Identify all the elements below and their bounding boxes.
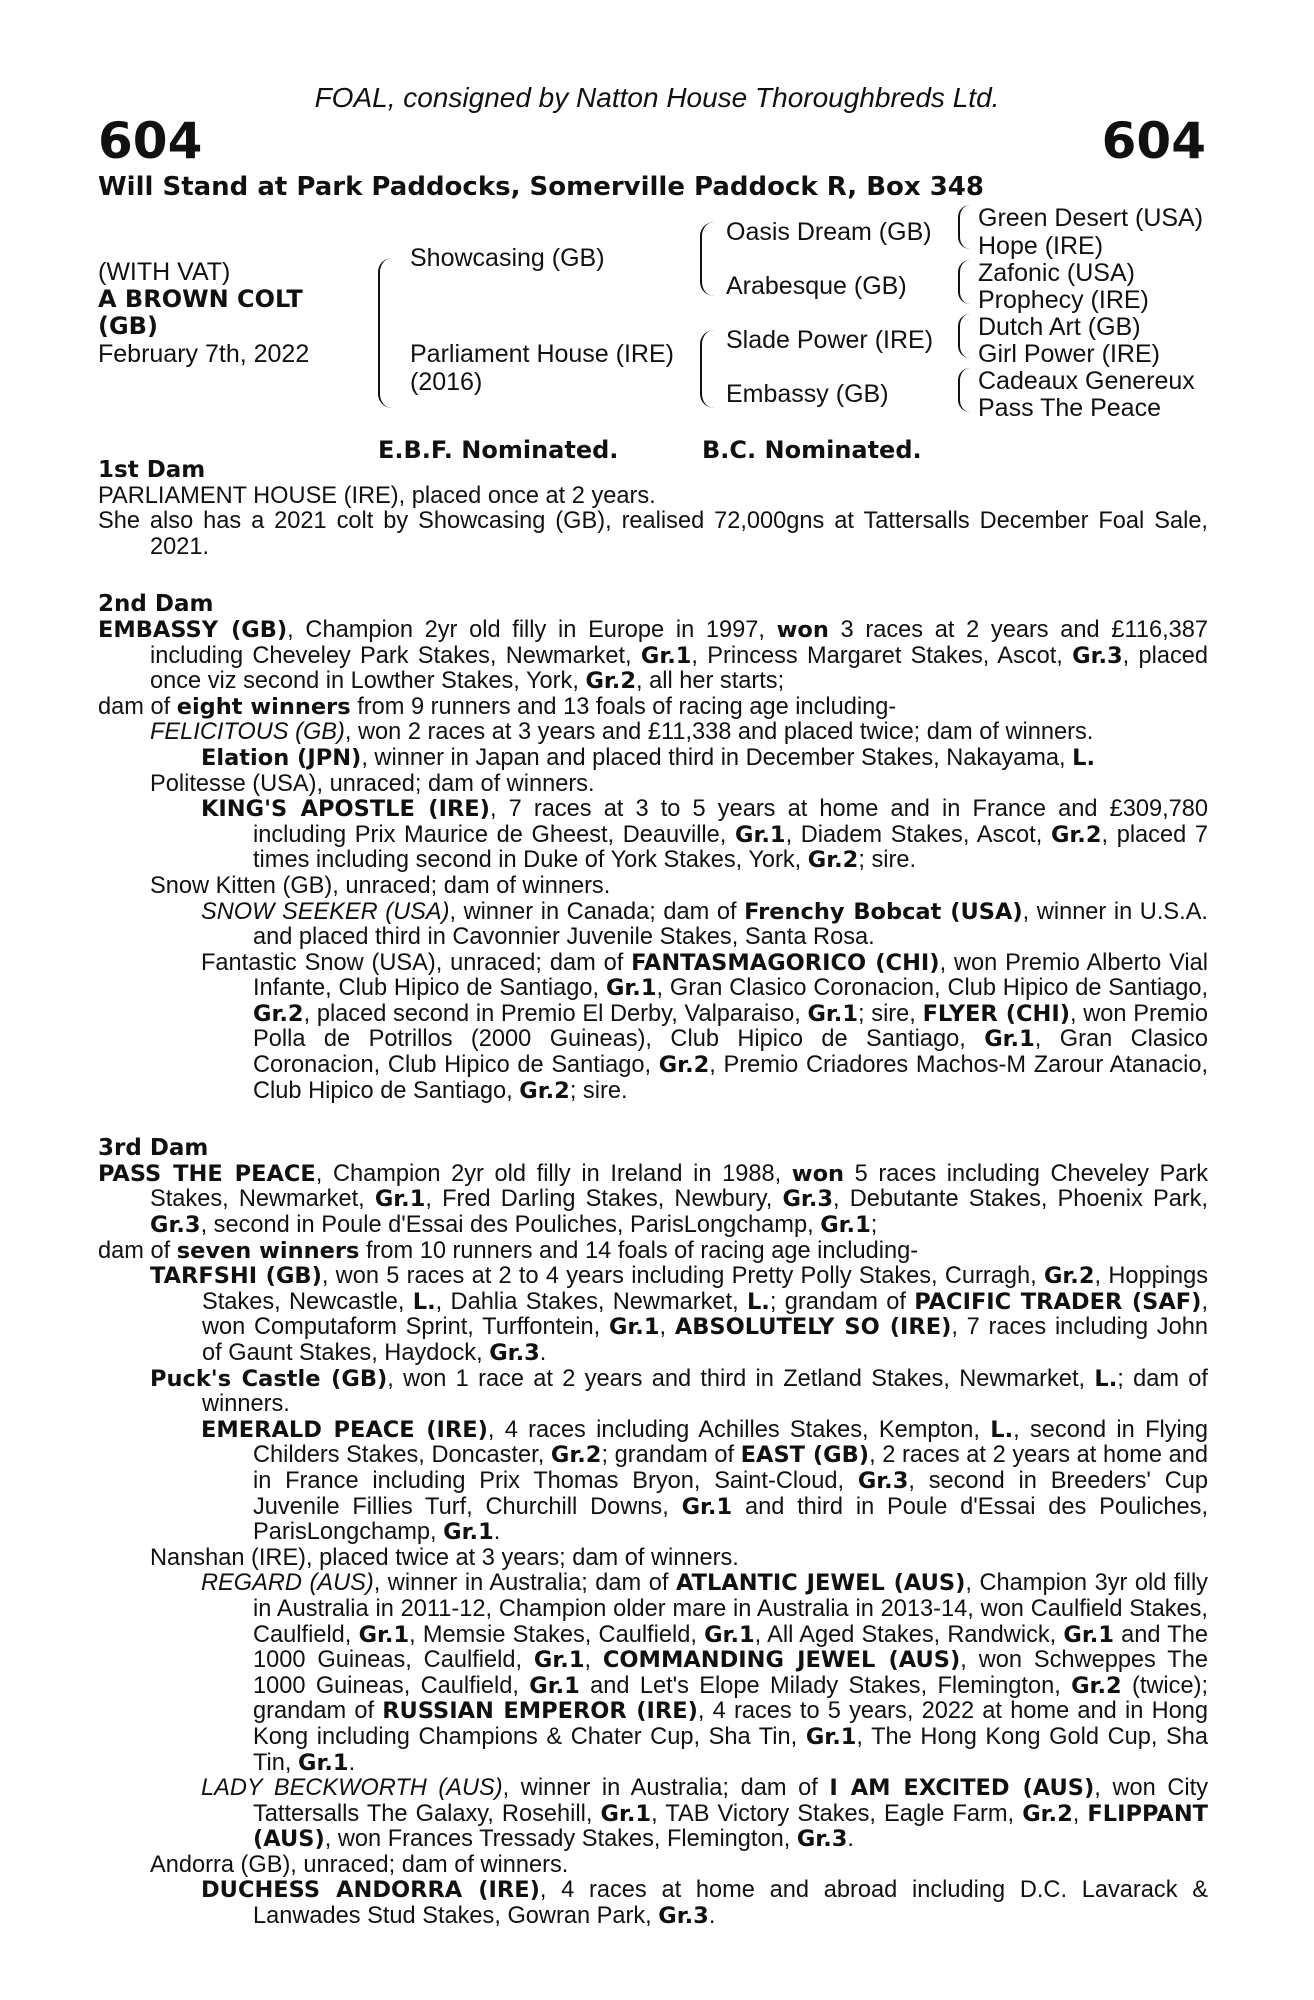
sire-sire: Oasis Dream (GB) xyxy=(726,218,932,246)
produce-fantastic-snow: Fantastic Snow (USA), unraced; dam of FANTASMAGORICO (CHI), won Premio Alberto Vial Infante, Club Hipico de Santiago, Gr.1, Gran Clasico Coronacion, Club Hipico de Santiago, Gr.2, placed second in Premio El Derby, Valparaiso, Gr.1; sire, FLYER (CHI), won Premio Polla de Potrillos (2000 Guineas), Club Hipico de Santiago, Gr.1, Gran Clasico Coronacion, Club Hipico de Santiago, Gr.2, Premio Criadores Machos-M Zarour Atanacio, Club Hipico de Santiago, Gr.2; sire. xyxy=(201,949,1209,1104)
produce-duchess-andorra: DUCHESS ANDORRA (IRE), 4 races at home and abroad including D.C. Lavarack & Lanwades Stud Stakes, Gowran Park, Gr.3. xyxy=(201,1877,1208,1930)
lot-number-left: 604 xyxy=(98,112,203,170)
first-dam-text: PARLIAMENT HOUSE (IRE), placed once at 2 years. xyxy=(98,482,656,509)
produce-kings-apostle: KING'S APOSTLE (IRE), 7 races at 3 to 5 years at home and in France and £309,780 including Prix Maurice de Gheest, Deauville, Gr.1, Diadem Stakes, Ascot, Gr.2, placed 7 times including second in Duke of York Stakes, York, Gr.2; sire. xyxy=(201,796,1208,874)
bc-nomination: B.C. Nominated. xyxy=(702,436,922,464)
second-dam-text: EMBASSY (GB), Champion 2yr old filly in Europe in 1997, won 3 races at 2 years and £116,387 including Cheveley Park Stakes, Newmarket, Gr.1, Princess Margaret Stakes, Ascot, Gr.3, placed once viz second in Lowther Stakes, York, Gr.2, all her starts; xyxy=(98,616,1209,695)
g-brace-3 xyxy=(958,314,970,358)
dam-dam: Embassy (GB) xyxy=(726,380,889,408)
third-dam-text: PASS THE PEACE, Champion 2yr old filly in Ireland in 1988, won 5 races including Cheveley Park Stakes, Newmarket, Gr.1, Fred Darling Stakes, Newbury, Gr.3, Debutante Stakes, Phoenix Park, Gr.3, second in Poule d'Essai des Pouliches, ParisLongchamp, Gr.1; xyxy=(98,1160,1209,1239)
ancestor-7: Cadeaux Genereux xyxy=(978,367,1195,395)
lot-number-right: 604 xyxy=(1101,112,1206,170)
ebf-nomination: E.B.F. Nominated. xyxy=(378,436,619,464)
consignor-line: FOAL, consigned by Natton House Thoroughbreds Ltd. xyxy=(314,82,1000,113)
second-dam-summary: dam of eight winners from 9 runners and 13 foals of racing age including- xyxy=(98,693,897,720)
sire-name: Showcasing (GB) xyxy=(410,244,605,272)
vat-note: (WITH VAT) xyxy=(98,258,231,286)
produce-emerald-peace: EMERALD PEACE (IRE), 4 races including Achilles Stakes, Kempton, L., second in Flying Childers Stakes, Doncaster, Gr.2; grandam of EAST (GB), 2 races at 2 years at home and in France including Prix Thomas Bryon, Saint-Cloud, Gr.3, second in Breeders' Cup Juvenile Fillies Turf, Churchill Downs, Gr.1 and third in Poule d'Essai des Pouliches, ParisLongchamp, Gr.1. xyxy=(201,1416,1208,1546)
produce-felicitous: FELICITOUS (GB), won 2 races at 3 years and £11,338 and placed twice; dam of winners. xyxy=(150,719,1094,746)
produce-record xyxy=(98,458,1208,1930)
third-dam-heading: 3rd Dam xyxy=(98,1135,209,1162)
first-dam-produce: She also has a 2021 colt by Showcasing (GB), realised 72,000gns at Tattersalls December Foal Sale, 2021. xyxy=(98,508,1208,560)
ancestor-6: Girl Power (IRE) xyxy=(978,340,1160,368)
g-brace-2 xyxy=(958,260,970,304)
ancestor-4: Prophecy (IRE) xyxy=(978,286,1149,314)
sire-dam: Arabesque (GB) xyxy=(726,272,907,300)
first-dam-heading: 1st Dam xyxy=(98,457,206,483)
dam-sire: Slade Power (IRE) xyxy=(726,326,934,354)
g-brace-4 xyxy=(958,368,970,412)
ancestor-8: Pass The Peace xyxy=(978,394,1161,422)
produce-regard: REGARD (AUS), winner in Australia; dam of ATLANTIC JEWEL (AUS), Champion 3yr old filly in Australia in 2011-12, Champion older mare in Australia in 2013-14, won Caulfield Stakes, Caulfield, Gr.1, Memsie Stakes, Caulfield, Gr.1, All Aged Stakes, Randwick, Gr.1 and The 1000 Guineas, Caulfield, Gr.1, COMMANDING JEWEL (AUS), won Schweppes The 1000 Guineas, Caulfield, Gr.1 and Let's Elope Milady Stakes, Flemington, Gr.2 (twice); grandam of RUSSIAN EMPEROR (IRE), 4 races to 5 years, 2022 at home and in Hong Kong including Champions & Chater Cup, Sha Tin, Gr.1, The Hong Kong Gold Cup, Sha Tin, Gr.1. xyxy=(201,1570,1209,1776)
produce-lady-beckworth: LADY BECKWORTH (AUS), winner in Australia; dam of I AM EXCITED (AUS), won City Tattersalls The Galaxy, Rosehill, Gr.1, TAB Victory Stakes, Eagle Farm, Gr.2, FLIPPANT (AUS), won Frances Tressady Stakes, Flemington, Gr.3. xyxy=(201,1775,1208,1853)
dam-year: (2016) xyxy=(410,368,483,396)
ancestor-1: Green Desert (USA) xyxy=(978,204,1204,232)
second-dam-heading: 2nd Dam xyxy=(98,591,214,618)
g-brace-1 xyxy=(958,205,970,249)
horse-origin: (GB) xyxy=(98,312,158,340)
third-dam-summary: dam of seven winners from 10 runners and 14 foals of racing age including- xyxy=(98,1237,919,1264)
stabling-location: Will Stand at Park Paddocks, Somerville Paddock R, Box 348 xyxy=(98,172,984,202)
sire-brace xyxy=(700,222,714,296)
produce-politesse: Politesse (USA), unraced; dam of winners. xyxy=(150,770,595,797)
produce-snow-kitten: Snow Kitten (GB), unraced; dam of winners. xyxy=(150,872,611,899)
produce-nanshan: Nanshan (IRE), placed twice at 3 years; dam of winners. xyxy=(150,1544,739,1571)
produce-tarfshi: TARFSHI (GB), won 5 races at 2 to 4 years including Pretty Polly Stakes, Curragh, Gr.2, Hoppings Stakes, Newcastle, L., Dahlia Stakes, Newmarket, L.; grandam of PACIFIC TRADER (SAF), won Computaform Sprint, Turffontein, Gr.1, ABSOLUTELY SO (IRE), 7 races including John of Gaunt Stakes, Haydock, Gr.3. xyxy=(150,1263,1209,1366)
produce-andorra: Andorra (GB), unraced; dam of winners. xyxy=(150,1851,569,1878)
dam-name: Parliament House (IRE) xyxy=(410,340,674,368)
horse-description: A BROWN COLT xyxy=(98,285,303,313)
ancestor-5: Dutch Art (GB) xyxy=(978,313,1141,341)
ancestor-3: Zafonic (USA) xyxy=(978,259,1135,287)
produce-elation: Elation (JPN), winner in Japan and placed third in December Stakes, Nakayama, L. xyxy=(201,744,1096,771)
pedigree-brace-main xyxy=(378,258,394,408)
dam-brace xyxy=(700,330,714,408)
produce-snow-seeker: SNOW SEEKER (USA), winner in Canada; dam of Frenchy Bobcat (USA), winner in U.S.A. and placed third in Cavonnier Juvenile Stakes, Santa Rosa. xyxy=(201,898,1208,951)
produce-pucks-castle: Puck's Castle (GB), won 1 race at 2 years and third in Zetland Stakes, Newmarket, L.; dam of winners. xyxy=(150,1365,1208,1418)
ancestor-2: Hope (IRE) xyxy=(978,232,1104,260)
foaling-date: February 7th, 2022 xyxy=(98,340,310,368)
